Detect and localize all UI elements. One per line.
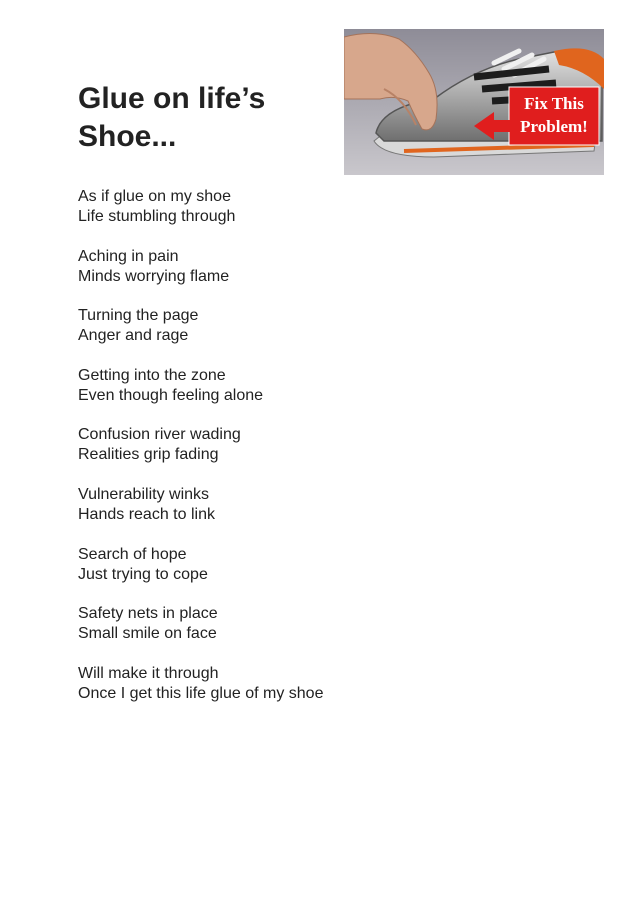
poem-line: Life stumbling through [78, 208, 236, 225]
poem-body [78, 187, 578, 723]
sign-line-2: Problem! [520, 117, 588, 136]
poem-line: Small smile on face [78, 625, 217, 643]
poem-line: Hands reach to link [78, 505, 215, 523]
stanza [78, 247, 578, 287]
poem-line: Minds worrying flame [78, 267, 230, 285]
stanza [78, 306, 578, 346]
poem-line: Once I get this life glue of my shoe [78, 684, 324, 702]
title-line-2: Shoe... [78, 120, 177, 153]
poem-line: Safety nets in place [78, 605, 218, 623]
poem-line: Getting into the zone [78, 366, 226, 384]
stanza [78, 545, 578, 585]
poem-line: Will make it through [78, 664, 219, 682]
shoe-illustration [344, 29, 604, 175]
stanza [78, 604, 578, 644]
stanza [78, 425, 578, 465]
poem-line: Aching in pain [78, 247, 179, 265]
poem-line: Realities grip fading [78, 446, 219, 464]
poem-line: Confusion river wading [78, 426, 241, 444]
poem-line: Anger and rage [78, 327, 189, 345]
poem-line: Vulnerability winks [78, 485, 210, 503]
poem-line: Just trying to cope [78, 565, 208, 583]
poem-line: As if glue on my shoe [78, 188, 231, 205]
poem-line: Even though feeling alone [78, 386, 264, 404]
poem-line: Search of hope [78, 545, 187, 563]
stanza [78, 187, 578, 227]
shoe-photo [344, 29, 604, 175]
poem-line: Turning the page [78, 307, 199, 325]
stanza [78, 366, 578, 406]
sign-line-1: Fix This [524, 94, 584, 113]
title-line-1: Glue on life’s [78, 82, 266, 115]
stanza [78, 485, 578, 525]
stanza [78, 664, 578, 704]
poem-title [78, 80, 338, 156]
